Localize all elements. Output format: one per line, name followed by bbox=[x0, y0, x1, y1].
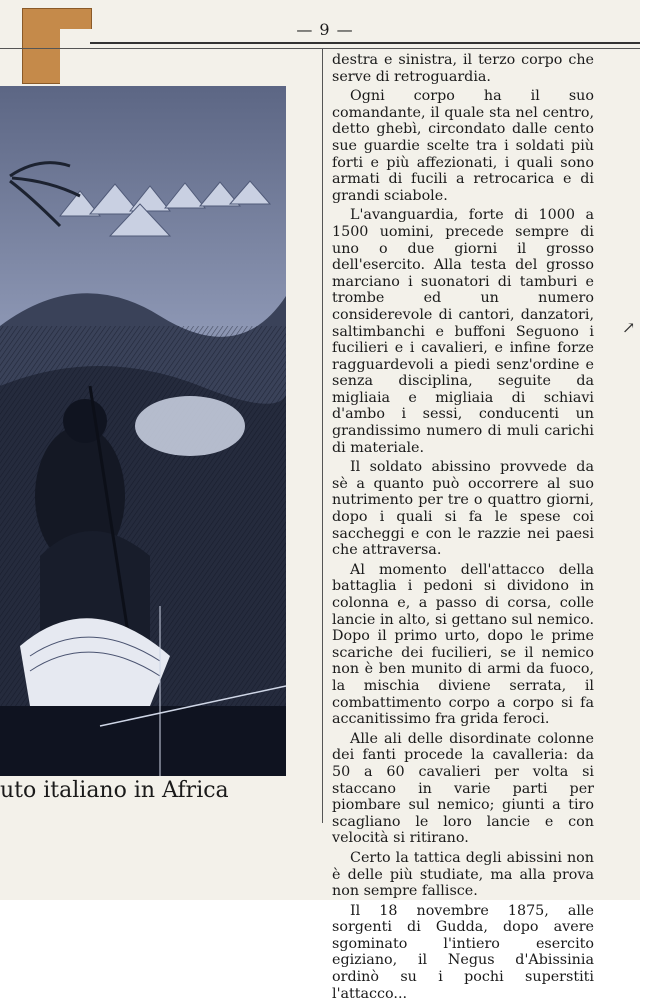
paragraph: L'avanguardia, forte di 1000 a 1500 uomini, precede sempre di uno o due giorni il grosso dell'esercito. Alla testa del grosso marciano i suonatori di tamburi e trombe ed un numero considerevole di cantori, danzatori, saltimbanchi e buffoni Seguono i fucilieri e i cavalieri, e infine forze ragguardevoli a piedi senz'ordine e senza disciplina, seguite da migliaia e migliaia di schiavi d'ambo i sessi, conducenti un grandissimo numero di muli carichi di materiale. bbox=[332, 207, 594, 456]
paragraph: destra e sinistra, il terzo corpo che serve di retroguardia. bbox=[332, 52, 594, 85]
illustration-caption: uto italiano in Africa bbox=[0, 778, 229, 803]
engraving-illustration bbox=[0, 86, 286, 776]
header-rule-thin bbox=[0, 48, 640, 49]
column-divider bbox=[322, 48, 323, 823]
paragraph: Al momento dell'attacco della battaglia i pedoni si dividono in colonna e, a passo di corsa, colle lancie in alto, si gettano sul nemico. Dopo il primo urto, dopo le prime scariche dei fucilieri, se il nemico non è ben munito di armi da fuoco, la mischia diviene serrata, il combattimento corpo a corpo si fa accanitissimo fra grida feroci. bbox=[332, 561, 594, 728]
paragraph: Ogni corpo ha il suo comandante, il quale sta nel centro, detto ghebì, circondato dalle cento sue guardie scelte tra i soldati più forti e più affezionati, i quali sono armati di fucili a retrocarica e di grandi sciabole. bbox=[332, 88, 594, 204]
page-edge bbox=[640, 0, 667, 900]
tape-strip bbox=[22, 8, 92, 84]
paragraph: Certo la tattica degli abissini non è delle più studiate, ma alla prova non sempre fallisce. bbox=[332, 849, 594, 900]
text-column bbox=[332, 52, 594, 1002]
page-number: — 9 — bbox=[296, 20, 354, 39]
paragraph: Il soldato abissino provvede da sè a quanto può occorrere al suo nutrimento per tre o quattro giorni, dopo i quali si fa le spese coi saccheggi e con le razzie nei paesi che attraversa. bbox=[332, 459, 594, 559]
paragraph: Il 18 novembre 1875, alle sorgenti di Gudda, dopo avere sgominato l'intiero esercito egiziano, il Negus d'Abissinia ordinò su i pochi superstiti l'attacco... bbox=[332, 902, 594, 1002]
margin-mark: ↗ bbox=[622, 318, 636, 337]
header-rule bbox=[90, 42, 640, 44]
paragraph: Alle ali delle disordinate colonne dei fanti procede la cavalleria: da 50 a 60 cavalieri per volta si staccano in varie parti per piombare sul nemico; giunti a tiro scagliano le loro lancie e con velocità si ritirano. bbox=[332, 730, 594, 847]
